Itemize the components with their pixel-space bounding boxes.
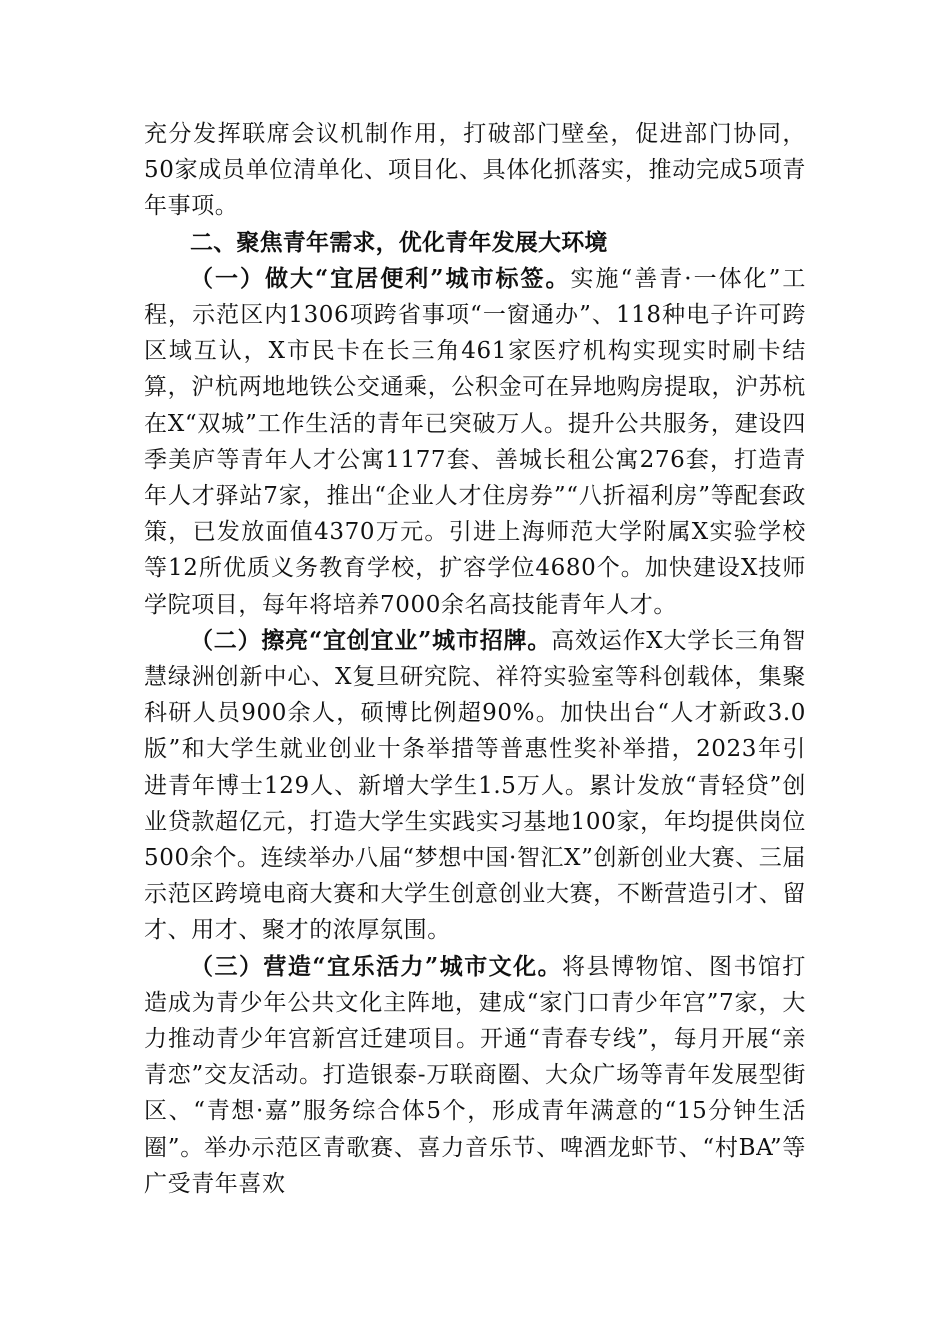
paragraph-entrepreneurship-text: 高效运作X大学长三角智慧绿洲创新中心、X复旦研究院、祥符实验室等科创载体，集聚科研人员900余人，硕博比例超90%。加快出台“人才新政3.0版”和大学生就业创业十条举措等普惠性奖补举措，2023年引进青年博士129人、新增大学生1.5万人。累计发放“青轻贷”创业贷款超亿元，打造大学生实践实习基地100家，年均提供岗位500余个。连续举办八届“梦想中国·智汇X”创新创业大赛、三届示范区跨境电商大赛和大学生创意创业大赛，不断营造引才、留才、用才、聚才的浓厚氛围。 xyxy=(144,627,806,944)
paragraph-livability-text: 实施“善青·一体化”工程，示范区内1306项跨省事项“一窗通办”、118种电子许可跨区域互认，X市民卡在长三角461家医疗机构实现实时刷卡结算，沪杭两地地铁公交通乘，公积金可在异地购房提取，沪苏杭在X“双城”工作生活的青年已突破万人。提升公共服务，建设四季美庐等青年人才公寓1177套、善城长租公寓276套，打造青年人才驿站7家，推出“企业人才住房券”“八折福利房”等配套政策，已发放面值4370万元。引进上海师范大学附属X实验学校等12所优质义务教育学校，扩容学位4680个。加快建设X技师学院项目，每年将培养7000余名高技能青年人才。 xyxy=(144,265,806,618)
subheading-culture: （三）营造“宜乐活力”城市文化。 xyxy=(190,952,563,980)
paragraph-continuation: 充分发挥联席会议机制作用，打破部门壁垒，促进部门协同，50家成员单位清单化、项目化、具体化抓落实，推动完成5项青年事项。 xyxy=(144,121,806,220)
document-body xyxy=(144,116,806,1202)
paragraph-culture-text: 将县博物馆、图书馆打造成为青少年公共文化主阵地，建成“家门口青少年宫”7家，大力推动青少年宫新宫迁建项目。开通“青春专线”，每月开展“亲青恋”交友活动。打造银泰-万联商圈、大众广场等青年发展型街区、“青想·嘉”服务综合体5个，形成青年满意的“15分钟生活圈”。举办示范区青歌赛、喜力音乐节、啤酒龙虾节、“村BA”等广受青年喜欢 xyxy=(144,953,807,1197)
subheading-entrepreneurship: （二）擦亮“宜创宜业”城市招牌。 xyxy=(190,626,552,654)
paragraph-culture xyxy=(144,949,806,1202)
section-heading: 二、聚焦青年需求，优化青年发展大环境 xyxy=(190,229,608,256)
paragraph-livability xyxy=(144,261,806,623)
paragraph-entrepreneurship xyxy=(144,623,806,949)
subheading-livability: （一）做大“宜居便利”城市标签。 xyxy=(190,264,571,292)
